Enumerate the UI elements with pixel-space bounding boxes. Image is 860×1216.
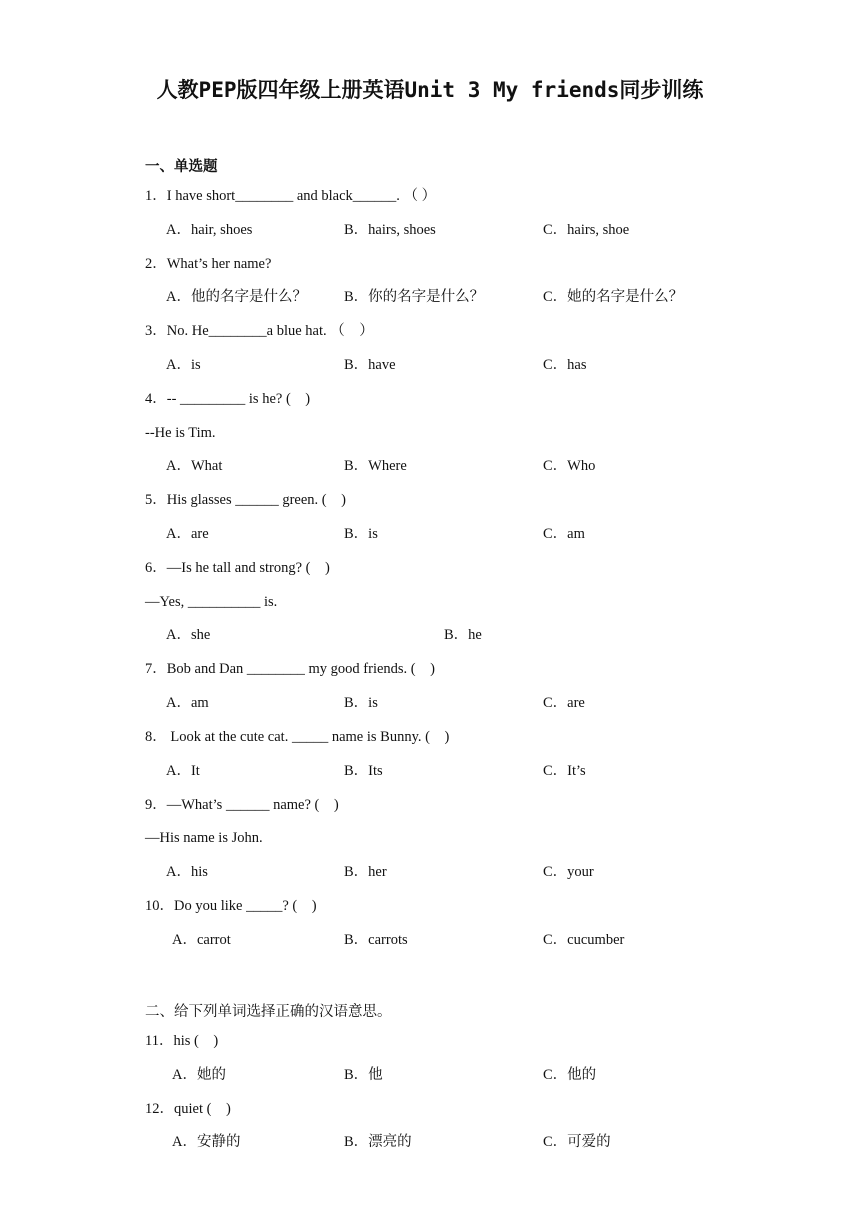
q9-option-c[interactable]: C．your [543, 864, 594, 880]
q2-option-a[interactable]: A．他的名字是什么？ [166, 289, 307, 305]
q4-option-c[interactable]: C．Who [543, 458, 596, 474]
q6-option-a[interactable]: A．she [166, 627, 211, 643]
question-9: 9．—What’s ______ name? ( ) [145, 797, 339, 813]
question-2: 2．What’s her name? [145, 256, 272, 272]
q8-option-a[interactable]: A．It [166, 763, 200, 779]
question-9-response: —His name is John. [145, 830, 263, 846]
q8-option-c[interactable]: C．It’s [543, 763, 586, 779]
question-10: 10．Do you like _____? ( ) [145, 898, 317, 914]
question-6: 6．—Is he tall and strong? ( ) [145, 560, 330, 576]
q11-option-a[interactable]: A．她的 [172, 1067, 226, 1083]
question-4-response: --He is Tim. [145, 425, 216, 441]
q7-option-b[interactable]: B．is [344, 695, 378, 711]
question-6-response: —Yes, __________ is. [145, 594, 278, 610]
question-11: 11．his ( ) [145, 1033, 219, 1049]
q8-option-b[interactable]: B．Its [344, 763, 383, 779]
q7-option-a[interactable]: A．am [166, 695, 209, 711]
q3-option-b[interactable]: B．have [344, 357, 396, 373]
q3-option-c[interactable]: C．has [543, 357, 587, 373]
q5-option-a[interactable]: A．are [166, 526, 209, 542]
q1-option-c[interactable]: C．hairs, shoe [543, 222, 630, 238]
question-12: 12．quiet ( ) [145, 1101, 231, 1117]
q3-option-a[interactable]: A．is [166, 357, 201, 373]
q12-option-b[interactable]: B．漂亮的 [344, 1134, 412, 1150]
q5-option-c[interactable]: C．am [543, 526, 585, 542]
q1-option-b[interactable]: B．hairs, shoes [344, 222, 436, 238]
section-heading-1: 一、单选题 [145, 159, 218, 175]
q4-option-a[interactable]: A．What [166, 458, 223, 474]
question-4: 4．-- _________ is he? ( ) [145, 391, 311, 407]
q4-option-b[interactable]: B．Where [344, 458, 407, 474]
q9-option-a[interactable]: A．his [166, 864, 208, 880]
question-3: 3．No. He________a blue hat. （ ） [145, 323, 374, 339]
section-heading-2: 二、给下列单词选择正确的汉语意思。 [145, 1004, 392, 1020]
q10-option-c[interactable]: C．cucumber [543, 932, 625, 948]
q12-option-c[interactable]: C．可爱的 [543, 1134, 611, 1150]
q11-option-b[interactable]: B．他 [344, 1067, 383, 1083]
q10-option-b[interactable]: B．carrots [344, 932, 408, 948]
page-title: 人教PEP版四年级上册英语Unit 3 My friends同步训练 [156, 78, 704, 102]
q1-option-a[interactable]: A．hair, shoes [166, 222, 253, 238]
q7-option-c[interactable]: C．are [543, 695, 585, 711]
q9-option-b[interactable]: B．her [344, 864, 387, 880]
question-1: 1．I have short________ and black______. （ ） [145, 188, 437, 204]
q6-option-b[interactable]: B．he [444, 627, 482, 643]
q5-option-b[interactable]: B．is [344, 526, 378, 542]
question-8: 8． Look at the cute cat. _____ name is Bunny. ( ) [145, 729, 450, 745]
question-7: 7．Bob and Dan ________ my good friends. ( ) [145, 661, 435, 677]
q10-option-a[interactable]: A．carrot [172, 932, 231, 948]
q2-option-b[interactable]: B．你的名字是什么？ [344, 289, 485, 305]
question-5: 5．His glasses ______ green. ( ) [145, 492, 346, 508]
q11-option-c[interactable]: C．他的 [543, 1067, 597, 1083]
q12-option-a[interactable]: A．安静的 [172, 1134, 241, 1150]
q2-option-c[interactable]: C．她的名字是什么？ [543, 289, 684, 305]
